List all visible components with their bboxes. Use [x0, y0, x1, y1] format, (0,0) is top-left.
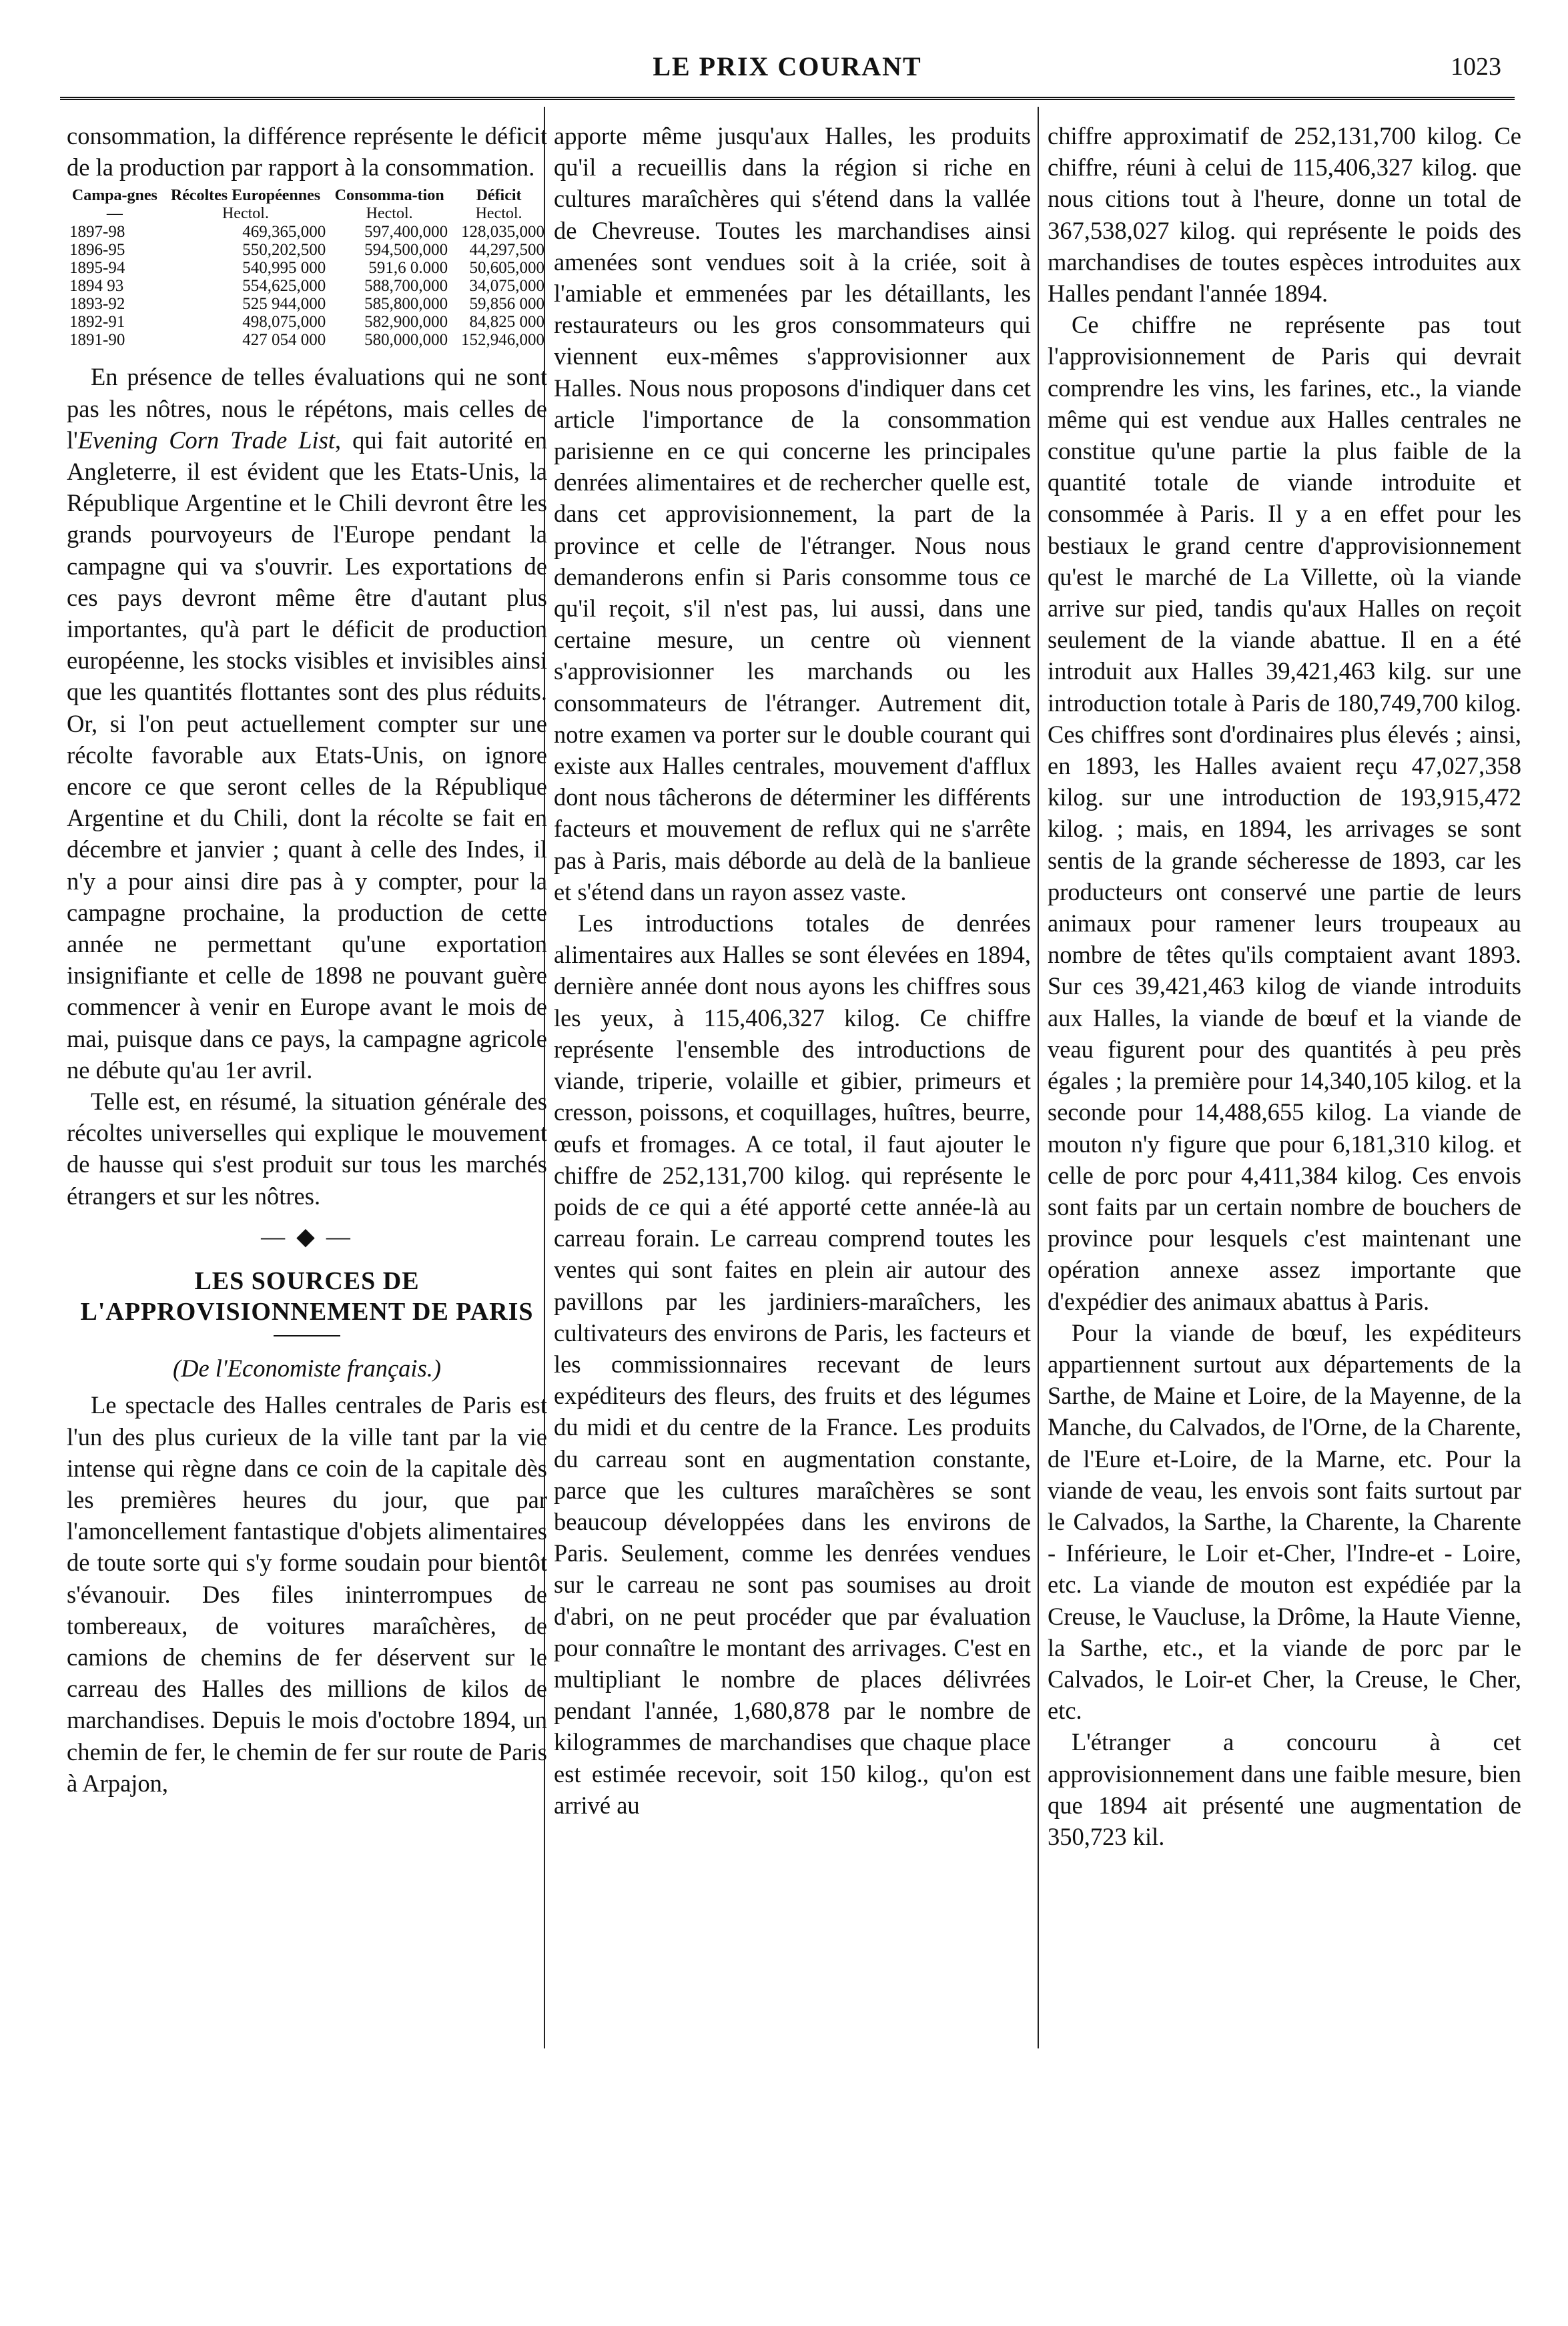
paragraph: Ce chiffre ne représente pas tout l'approvisionnement de Paris qui devrait comprendre les vins, les farines, etc., la viande même qui est vendue aux Halles centrales ne constitue qu'une partie la plus faible de la quantité totale de viande introduite et consommée à Paris. Il y a en effet pour les bestiaux le grand centre d'approvisionnement qu'est le marché de La Villette, où la viande arrive sur pied, tandis qu'aux Halles on reçoit seulement de la viande abattue. Il en a été introduit aux Halles 39,421,463 kilg. sur une introduction totale à Paris de 180,749,700 kilog. Ces chiffres sont d'ordinaires plus élevés ; ainsi, en 1893, les Halles avaient reçu 47,027,358 kilog. sur une introduction de 193,915,472 kilog. ; mais, en 1894, les arrivages se sont sentis de la grande sécheresse de 1893, car les producteurs ont conservé une partie de leurs animaux pour ramener leurs troupeaux au nombre de têtes qu'ils comptaient avant 1893. Sur ces 39,421,463 kilog de viande introduits aux Halles, la viande de bœuf et la viande de veau figurent pour des quantités à peu près égales ; la première pour 14,340,105 kilog. et la seconde pour 14,488,655 kilog. La viande de mouton n'y figure que pour 6,181,310 kilog. et celle de porc pour 4,411,384 kilog. Ces envois sont faits par un certain nombre de bouchers de province pour lesquels c'est maintenant une opération annexe assez importante que d'expédier des animaux abattus à Paris.	[1048, 311, 1521, 1315]
table-header: Récoltes Européennes	[170, 187, 321, 205]
table-row	[67, 331, 547, 349]
table-cell: 525 944,000	[242, 295, 326, 314]
table-cell: 152,946,000	[461, 331, 544, 350]
table-cell: 128,035,000	[461, 223, 544, 242]
column-2	[554, 120, 1031, 1821]
table-cell: 1895-94	[69, 259, 125, 278]
paragraph: consommation, la différence représente le déficit de la production par rapport à la consommation.	[67, 122, 547, 181]
table-cell: 59,856 000	[469, 295, 544, 314]
paragraph: Telle est, en résumé, la situation générale des récoltes universelles qui explique le mouvement de hausse qui s'est produit sur tous les marchés étrangers et sur les nôtres.	[67, 1088, 547, 1210]
page-number: 1023	[1451, 53, 1501, 81]
table-cell: 591,6 0.000	[368, 259, 448, 278]
paragraph: Pour la viande de bœuf, les expéditeurs appartiennent surtout aux départements de la Sarthe, de Maine et Loire, de la Mayenne, de la Manche, du Calvados, de l'Orne, de la Charente, de l'Eure et-Loire, de la Marne, etc. Pour la viande de veau, les envois sont faits surtout par le Calvados, la Sarthe, la Charente, la Charente - Inférieure, le Loir et-Cher, l'Indre-et - Loire, etc. La viande de mouton est expédiée par la Creuse, le Vaucluse, la Drôme, la Haute Vienne, la Sarthe, etc., et la viande de porc par le Calvados, le Loir-et Cher, la Creuse, le Cher, etc.	[1048, 1318, 1521, 1725]
table-cell: 585,800,000	[364, 295, 448, 314]
table-cell: 84,825 000	[469, 313, 544, 332]
table-cell: 588,700,000	[364, 277, 448, 296]
table-row	[67, 223, 547, 241]
table-cell: 540,995 000	[242, 259, 326, 278]
table-unit: —	[106, 205, 123, 223]
table-header: Campa-gnes	[71, 187, 157, 205]
table-cell: 44,297,500	[469, 241, 544, 260]
paragraph-text: En présence de telles évaluations qui ne sont pas les nôtres, nous le répétons, mais celles de l'	[67, 363, 547, 454]
paragraph: Les introductions totales de denrées alimentaires aux Halles se sont élevées en 1894, dernière année dont nous ayons les chiffres sous les yeux, à 115,406,327 kilog. Ce chiffre représente l'ensemble des introductions de viande, triperie, volaille et gibier, primeurs et cresson, poissons, et coquillages, huîtres, beurre, œufs et fromages. A ce total, il faut ajouter le chiffre de 252,131,700 kilog. qui représente le poids de ce qui a été apporté cette année-là au carreau forain. Le carreau comprend toutes les ventes qui sont faites en plein air autour des pavillons par les jardiniers-maraîchers, les cultivateurs des environs de Paris, les facteurs et les commissionnaires recevant de leurs expéditeurs des fleurs, des fruits et des légumes du midi et du centre de la France. Les produits du carreau sont en augmentation constante, parce que les cultures maraîchères se sont beaucoup développées dans les environs de Paris. Seulement, comme les denrées vendues sur le carreau ne sont pas soumises au droit d'abri, on ne peut procéder que par évaluation pour connaître le montant des arrivages. C'est en multipliant le nombre de places délivrées pendant l'année, 1,680,878 par le nombre de kilogrammes de marchandises que chaque place est estimée recevoir, soit 150 kilog., qu'on est arrivé au	[554, 909, 1031, 1819]
table-cell: 498,075,000	[242, 313, 326, 332]
table-cell: 554,625,000	[242, 277, 326, 296]
table-cell: 50,605,000	[469, 259, 544, 278]
harvest-table	[67, 187, 547, 349]
paragraph: Le spectacle des Halles centrales de Paris est l'un des plus curieux de la ville tant par la vie intense qui règne dans ce coin de la capitale dès les premières heures du jour, que par l'amoncellement fantastique d'objets alimentaires de toute sorte qui s'y forme soudain pour bientôt s'évanouir. Des files ininterrompues de tombereaux, de voitures maraîchères, de camions de chemins de fer déservent sur le carreau des Halles des millions de kilos de marchandises. Depuis le mois d'octobre 1894, un chemin de fer, le chemin de fer sur route de Paris à Arpajon,	[67, 1391, 547, 1797]
header-rule	[60, 97, 1515, 100]
table-header-row	[67, 187, 547, 205]
table-cell: 1896-95	[69, 241, 125, 260]
table-row	[67, 259, 547, 277]
table-cell: 1897-98	[69, 223, 125, 242]
table-cell: 550,202,500	[242, 241, 326, 260]
table-cell: 594,500,000	[364, 241, 448, 260]
running-title: LE PRIX COURANT	[653, 51, 922, 81]
section-title: LES SOURCES DE L'APPROVISIONNEMENT DE PARIS	[80, 1267, 534, 1326]
table-cell: 1894 93	[69, 277, 124, 296]
table-cell: 1893-92	[69, 295, 125, 314]
table-row	[67, 295, 547, 313]
table-cell: 582,900,000	[364, 313, 448, 332]
column-3	[1048, 120, 1521, 1852]
column-divider	[1038, 107, 1039, 2048]
table-row	[67, 313, 547, 331]
table-cell: 469,365,000	[242, 223, 326, 242]
table-cell: 1891-90	[69, 331, 125, 350]
table-cell: 1892-91	[69, 313, 125, 332]
table-unit: Hectol.	[366, 205, 413, 223]
table-header: Déficit	[476, 187, 522, 205]
paragraph: chiffre approximatif de 252,131,700 kilog. Ce chiffre, réuni à celui de 115,406,327 kilog. que nous citions tout à l'heure, donne un total de 367,538,027 kilog. qui représente le poids des marchandises de toutes espèces introduites aux Halles pendant l'année 1894.	[1048, 122, 1521, 308]
table-cell: 34,075,000	[469, 277, 544, 296]
table-row	[67, 241, 547, 259]
paragraph: apporte même jusqu'aux Halles, les produits qu'il a recueillis dans la région si riche en cultures maraîchères qui s'étend dans la vallée de Chevreuse. Toutes les marchandises ainsi amenées sont vendues soit à la criée, soit à l'amiable et emmenées par les détaillants, les restaurateurs ou les gros consommateurs qui viennent eux-mêmes s'approvisionner aux Halles. Nous nous proposons d'indiquer dans cet article l'importance de la consommation parisienne en ce qui concerne les principales denrées alimentaires et de rechercher quelle est, dans cet approvisionnement, la part de la province et celle de l'étranger. Nous nous demanderons enfin si Paris consomme tous ce qu'il reçoit, s'il n'est pas, lui aussi, dans une certaine mesure, un centre où viennent s'approvisionner les marchands ou les consommateurs de l'étranger. Autrement dit, notre examen va porter sur le double courant qui existe aux Halles centrales, mouvement d'afflux dont nous tâcherons de déterminer les différents facteurs et mouvement de reflux qui ne s'arrête pas à Paris, mais déborde au delà de la banlieue et s'étend dans un rayon assez vaste.	[554, 122, 1031, 905]
table-unit: Hectol.	[222, 205, 269, 223]
title-rule	[274, 1335, 340, 1336]
column-1	[67, 120, 547, 1799]
section-ornament: — ◆ —	[261, 1222, 353, 1250]
table-unit: Hectol.	[475, 205, 522, 223]
table-units-row	[67, 205, 547, 223]
table-cell: 597,400,000	[364, 223, 448, 242]
paragraph: L'étranger a concouru à cet approvisionnement dans une faible mesure, bien que 1894 ait présenté une augmentation de 350,723 kil.	[1048, 1728, 1521, 1850]
publication-title: Evening Corn Trade List	[77, 426, 336, 454]
paragraph-text: , qui fait autorité en Angleterre, il est évident que les Etats-Unis, la République Argentine et le Chili devront être les grands pourvoyeurs de l'Europe pendant la campagne qui va s'ouvrir. Les exportations de ces pays devront même être d'autant plus importantes, qu'à part le déficit de production européenne, les stocks visibles et invisibles ainsi que les quantités flottantes sont des plus réduits. Or, si l'on peut actuellement compter sur une récolte favorable aux Etats-Unis, on ignore encore ce que seront celles de la République Argentine et du Chili, dont la récolte se fait en décembre et janvier ; quant à celle des Indes, il n'y a pour ainsi dire pas à y compter, pour la campagne prochaine, la production de cette année ne permettant qu'une exportation insignifiante et celle de 1898 ne pouvant guère commencer à venir en Europe avant le mois de mai, puisque dans ce pays, la campagne agricole ne débute qu'au 1er avril.	[67, 426, 547, 1084]
page-header	[60, 47, 1515, 93]
table-header: Consomma-tion	[334, 187, 444, 205]
article-source: (De l'Economiste français.)	[172, 1354, 442, 1383]
paragraph	[67, 361, 547, 1086]
table-row	[67, 277, 547, 295]
table-cell: 427 054 000	[242, 331, 326, 350]
table-cell: 580,000,000	[364, 331, 448, 350]
